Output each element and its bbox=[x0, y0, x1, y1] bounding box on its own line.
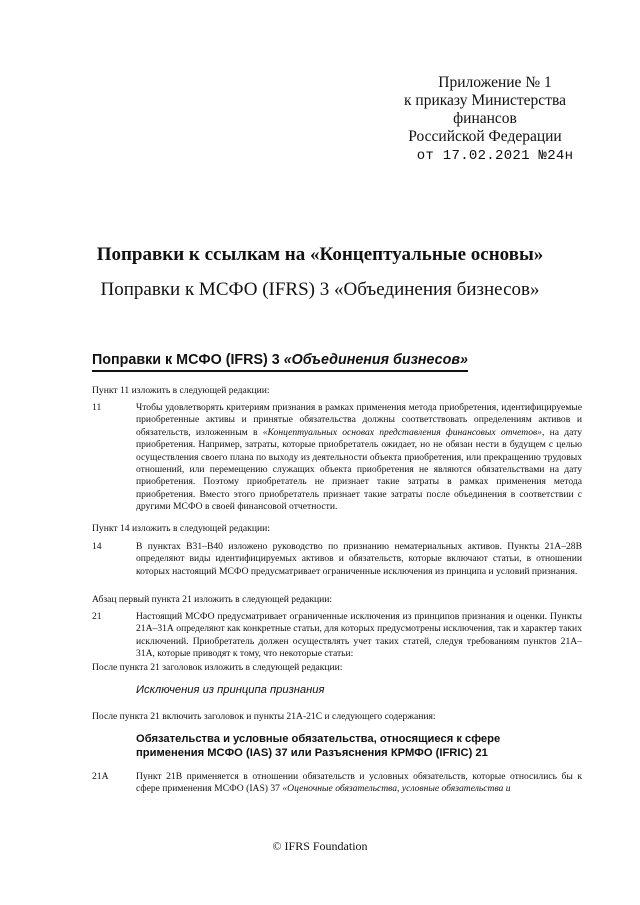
paragraph-body: Настоящий МСФО предусматривает ограниченные исключения из принципов признания и оценки. Пункты 21А–31А определяют как конкретные статьи, для которых предусмотрены исключения, так и характер таких исключений. Приобретатель должен осуществлять учет таких статей, следуя требованиям пунктов 21А–31А, которые приводят к тому, что некоторые статьи: bbox=[136, 611, 582, 660]
subheading-recognition-exceptions: Исключения из принципа признания bbox=[136, 684, 325, 696]
appendix-header bbox=[380, 74, 590, 165]
instruction-insert-paragraphs: После пункта 21 включить заголовок и пункты 21А-21С и следующего содержания: bbox=[92, 711, 436, 722]
section-heading-italic: «Объединения бизнесов» bbox=[283, 352, 468, 368]
paragraph-body: Пункт 21В применяется в отношении обязательств и условных обязательств, которые относились бы к сфере применения МСФО (IAS) 37 «Оценочные обязательства, условные обязательства и bbox=[136, 771, 582, 795]
section-heading bbox=[92, 352, 468, 372]
document-title: Поправки к ссылкам на «Концептуальные основы» bbox=[96, 244, 544, 265]
federation-line: Российской Федерации bbox=[408, 128, 562, 145]
instruction-paragraph-21: Абзац первый пункта 21 изложить в следующей редакции: bbox=[92, 594, 333, 605]
footer-copyright: © IFRS Foundation bbox=[272, 839, 368, 853]
ministry-line: финансов bbox=[453, 110, 517, 127]
order-date: от 17.02.2021 №24н bbox=[416, 148, 574, 164]
paragraph-number: 11 bbox=[92, 402, 102, 413]
paragraph-number: 21 bbox=[92, 611, 102, 622]
document-subtitle: Поправки к МСФО (IFRS) 3 «Объединения бизнесов» bbox=[100, 279, 540, 300]
italic-reference: «Концептуальных основах представления финансовых отчетов» bbox=[262, 426, 542, 438]
order-reference: к приказу Министерства bbox=[404, 92, 566, 109]
instruction-paragraph-14: Пункт 14 изложить в следующей редакции: bbox=[92, 523, 270, 534]
paragraph-number: 21А bbox=[92, 771, 109, 782]
appendix-number: Приложение № 1 bbox=[438, 74, 552, 91]
section-heading-text: Поправки к МСФО (IFRS) 3 bbox=[92, 352, 284, 368]
paragraph-number: 14 bbox=[92, 541, 102, 552]
italic-reference: «Оценочные обязательства, условные обязательства и bbox=[282, 783, 511, 795]
paragraph-body: Чтобы удовлетворять критериям признания в рамках применения метода приобретения, идентифицируемые приобретенные активы и принятые обязательства должны соответствовать определениям активов и обязательств, изложенным в «Концептуальных основах представления финансовых отчетов», на дату приобретения. Например, затраты, которые приобретатель ожидает, но не обязан нести в будущем с целью осуществления своего плана по выходу из деятельности объекта приобретения, или прекращению трудовых отношений, или перемещению служащих объекта приобретения не являются обязательствами на дату приобретения. Поэтому приобретатель не признает такие затраты в рамках применения метода приобретения. Вместо этого приобретатель признает такие затраты после объединения в соответствии с другими МСФО в своей финансовой отчетности. bbox=[136, 402, 583, 513]
instruction-paragraph-11: Пункт 11 изложить в следующей редакции: bbox=[92, 385, 270, 396]
subheading-liabilities: Обязательства и условные обязательства, относящиеся к сфере применения МСФО (IAS) 37 или Разъяснения КРМФО (IFRIC) 21 bbox=[136, 733, 501, 759]
paragraph-body: В пунктах В31–В40 изложено руководство по признанию нематериальных активов. Пункты 21А–28В определяют виды идентифицируемых активов и обязательств, которые включают статьи, в отношении которых настоящий МСФО предусматривает ограниченные исключения из принципа и условий признания. bbox=[136, 541, 582, 577]
instruction-heading-change: После пункта 21 заголовок изложить в следующей редакции: bbox=[92, 662, 343, 673]
